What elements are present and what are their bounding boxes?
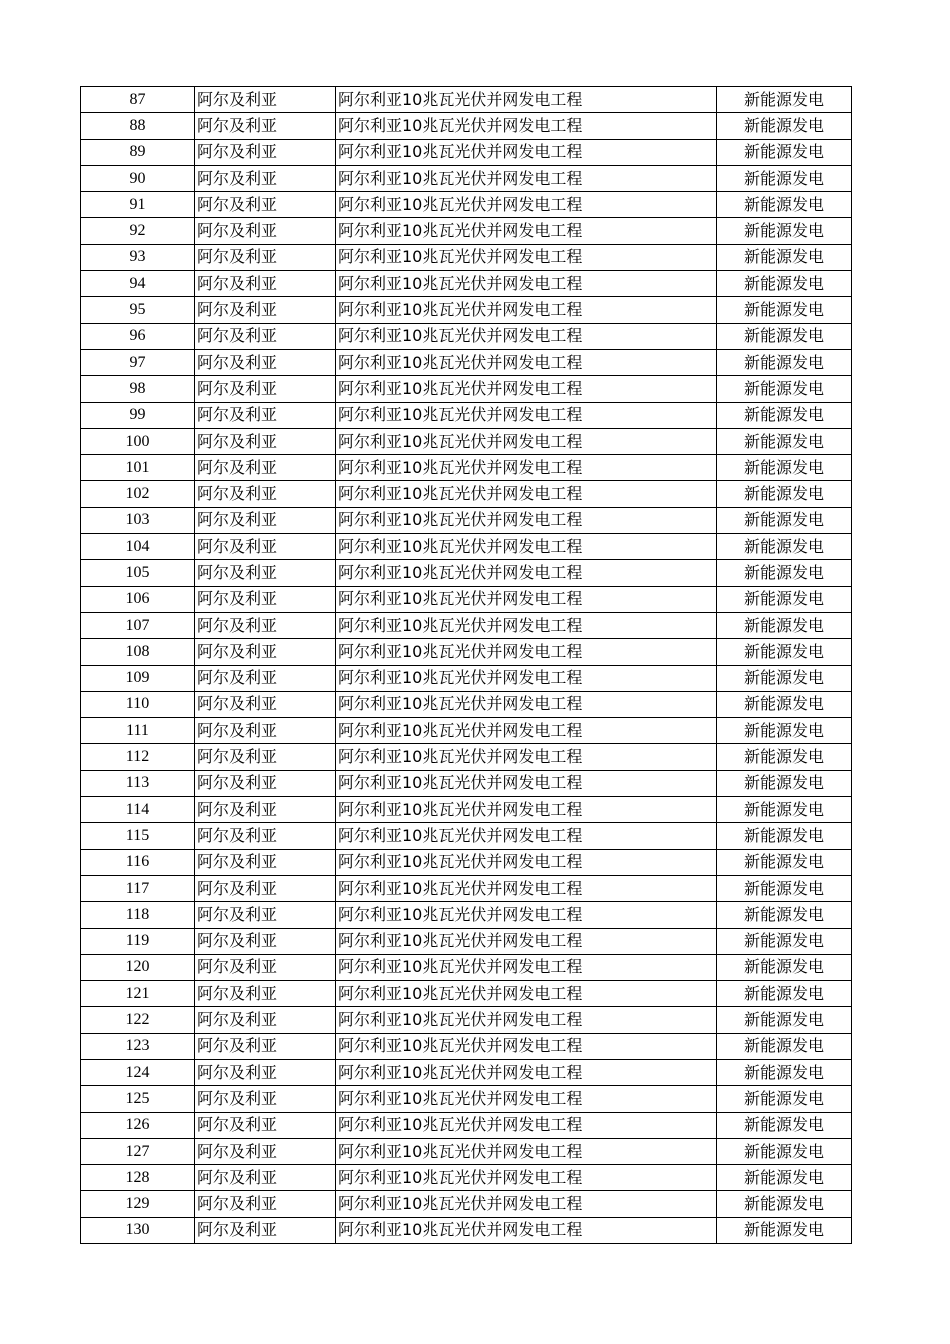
row-number-cell: 104 xyxy=(81,534,195,560)
country-cell: 阿尔及利亚 xyxy=(195,1086,336,1112)
country-cell: 阿尔及利亚 xyxy=(195,534,336,560)
country-cell: 阿尔及利亚 xyxy=(195,586,336,612)
row-number-cell: 89 xyxy=(81,139,195,165)
row-number-cell: 123 xyxy=(81,1033,195,1059)
country-cell: 阿尔及利亚 xyxy=(195,612,336,638)
project-name-cell: 阿尔利亚10兆瓦光伏并网发电工程 xyxy=(336,928,717,954)
project-name-cell: 阿尔利亚10兆瓦光伏并网发电工程 xyxy=(336,481,717,507)
row-number-cell: 87 xyxy=(81,87,195,113)
table-row xyxy=(81,1033,852,1059)
row-number-cell: 114 xyxy=(81,797,195,823)
project-name-cell: 阿尔利亚10兆瓦光伏并网发电工程 xyxy=(336,1033,717,1059)
table-row xyxy=(81,1059,852,1085)
project-name-cell: 阿尔利亚10兆瓦光伏并网发电工程 xyxy=(336,113,717,139)
project-name-cell: 阿尔利亚10兆瓦光伏并网发电工程 xyxy=(336,1007,717,1033)
project-name-cell: 阿尔利亚10兆瓦光伏并网发电工程 xyxy=(336,349,717,375)
row-number-cell: 128 xyxy=(81,1165,195,1191)
project-type-cell: 新能源发电 xyxy=(717,271,852,297)
project-name-cell: 阿尔利亚10兆瓦光伏并网发电工程 xyxy=(336,691,717,717)
project-type-cell: 新能源发电 xyxy=(717,1086,852,1112)
table-row xyxy=(81,849,852,875)
country-cell: 阿尔及利亚 xyxy=(195,718,336,744)
country-cell: 阿尔及利亚 xyxy=(195,87,336,113)
country-cell: 阿尔及利亚 xyxy=(195,376,336,402)
country-cell: 阿尔及利亚 xyxy=(195,297,336,323)
country-cell: 阿尔及利亚 xyxy=(195,244,336,270)
country-cell: 阿尔及利亚 xyxy=(195,744,336,770)
country-cell: 阿尔及利亚 xyxy=(195,1191,336,1217)
project-type-cell: 新能源发电 xyxy=(717,534,852,560)
project-name-cell: 阿尔利亚10兆瓦光伏并网发电工程 xyxy=(336,244,717,270)
project-name-cell: 阿尔利亚10兆瓦光伏并网发电工程 xyxy=(336,534,717,560)
country-cell: 阿尔及利亚 xyxy=(195,981,336,1007)
project-type-cell: 新能源发电 xyxy=(717,902,852,928)
country-cell: 阿尔及利亚 xyxy=(195,349,336,375)
row-number-cell: 112 xyxy=(81,744,195,770)
table-row xyxy=(81,402,852,428)
country-cell: 阿尔及利亚 xyxy=(195,1112,336,1138)
project-name-cell: 阿尔利亚10兆瓦光伏并网发电工程 xyxy=(336,744,717,770)
project-type-cell: 新能源发电 xyxy=(717,113,852,139)
project-type-cell: 新能源发电 xyxy=(717,849,852,875)
row-number-cell: 115 xyxy=(81,823,195,849)
project-type-cell: 新能源发电 xyxy=(717,1007,852,1033)
country-cell: 阿尔及利亚 xyxy=(195,928,336,954)
project-name-cell: 阿尔利亚10兆瓦光伏并网发电工程 xyxy=(336,665,717,691)
country-cell: 阿尔及利亚 xyxy=(195,402,336,428)
country-cell: 阿尔及利亚 xyxy=(195,665,336,691)
country-cell: 阿尔及利亚 xyxy=(195,902,336,928)
project-type-cell: 新能源发电 xyxy=(717,297,852,323)
table-row xyxy=(81,797,852,823)
country-cell: 阿尔及利亚 xyxy=(195,1033,336,1059)
row-number-cell: 108 xyxy=(81,639,195,665)
row-number-cell: 92 xyxy=(81,218,195,244)
table-row xyxy=(81,87,852,113)
table-row xyxy=(81,639,852,665)
project-name-cell: 阿尔利亚10兆瓦光伏并网发电工程 xyxy=(336,797,717,823)
row-number-cell: 127 xyxy=(81,1138,195,1164)
table-row xyxy=(81,1007,852,1033)
table-row xyxy=(81,534,852,560)
country-cell: 阿尔及利亚 xyxy=(195,560,336,586)
country-cell: 阿尔及利亚 xyxy=(195,1059,336,1085)
project-type-cell: 新能源发电 xyxy=(717,770,852,796)
project-type-cell: 新能源发电 xyxy=(717,428,852,454)
table-row xyxy=(81,297,852,323)
table-row xyxy=(81,481,852,507)
country-cell: 阿尔及利亚 xyxy=(195,428,336,454)
project-type-cell: 新能源发电 xyxy=(717,981,852,1007)
row-number-cell: 100 xyxy=(81,428,195,454)
project-type-cell: 新能源发电 xyxy=(717,823,852,849)
project-name-cell: 阿尔利亚10兆瓦光伏并网发电工程 xyxy=(336,823,717,849)
country-cell: 阿尔及利亚 xyxy=(195,954,336,980)
row-number-cell: 97 xyxy=(81,349,195,375)
table-row xyxy=(81,586,852,612)
table-row xyxy=(81,428,852,454)
project-type-cell: 新能源发电 xyxy=(717,402,852,428)
country-cell: 阿尔及利亚 xyxy=(195,139,336,165)
project-type-cell: 新能源发电 xyxy=(717,507,852,533)
project-type-cell: 新能源发电 xyxy=(717,87,852,113)
row-number-cell: 88 xyxy=(81,113,195,139)
project-name-cell: 阿尔利亚10兆瓦光伏并网发电工程 xyxy=(336,1086,717,1112)
project-type-cell: 新能源发电 xyxy=(717,165,852,191)
country-cell: 阿尔及利亚 xyxy=(195,1007,336,1033)
project-name-cell: 阿尔利亚10兆瓦光伏并网发电工程 xyxy=(336,770,717,796)
country-cell: 阿尔及利亚 xyxy=(195,271,336,297)
row-number-cell: 111 xyxy=(81,718,195,744)
row-number-cell: 119 xyxy=(81,928,195,954)
project-table-body xyxy=(81,87,852,1244)
table-row xyxy=(81,823,852,849)
project-type-cell: 新能源发电 xyxy=(717,1033,852,1059)
country-cell: 阿尔及利亚 xyxy=(195,770,336,796)
row-number-cell: 124 xyxy=(81,1059,195,1085)
project-name-cell: 阿尔利亚10兆瓦光伏并网发电工程 xyxy=(336,1059,717,1085)
row-number-cell: 106 xyxy=(81,586,195,612)
row-number-cell: 96 xyxy=(81,323,195,349)
row-number-cell: 101 xyxy=(81,455,195,481)
project-type-cell: 新能源发电 xyxy=(717,1059,852,1085)
project-type-cell: 新能源发电 xyxy=(717,1138,852,1164)
country-cell: 阿尔及利亚 xyxy=(195,1138,336,1164)
project-name-cell: 阿尔利亚10兆瓦光伏并网发电工程 xyxy=(336,402,717,428)
country-cell: 阿尔及利亚 xyxy=(195,797,336,823)
project-name-cell: 阿尔利亚10兆瓦光伏并网发电工程 xyxy=(336,376,717,402)
project-name-cell: 阿尔利亚10兆瓦光伏并网发电工程 xyxy=(336,271,717,297)
table-row xyxy=(81,1086,852,1112)
project-name-cell: 阿尔利亚10兆瓦光伏并网发电工程 xyxy=(336,612,717,638)
project-type-cell: 新能源发电 xyxy=(717,718,852,744)
project-name-cell: 阿尔利亚10兆瓦光伏并网发电工程 xyxy=(336,639,717,665)
project-type-cell: 新能源发电 xyxy=(717,560,852,586)
project-name-cell: 阿尔利亚10兆瓦光伏并网发电工程 xyxy=(336,954,717,980)
project-name-cell: 阿尔利亚10兆瓦光伏并网发电工程 xyxy=(336,297,717,323)
project-name-cell: 阿尔利亚10兆瓦光伏并网发电工程 xyxy=(336,1191,717,1217)
row-number-cell: 90 xyxy=(81,165,195,191)
row-number-cell: 105 xyxy=(81,560,195,586)
project-type-cell: 新能源发电 xyxy=(717,691,852,717)
table-row xyxy=(81,1112,852,1138)
project-name-cell: 阿尔利亚10兆瓦光伏并网发电工程 xyxy=(336,718,717,744)
project-name-cell: 阿尔利亚10兆瓦光伏并网发电工程 xyxy=(336,902,717,928)
project-name-cell: 阿尔利亚10兆瓦光伏并网发电工程 xyxy=(336,1112,717,1138)
row-number-cell: 102 xyxy=(81,481,195,507)
table-row xyxy=(81,1138,852,1164)
project-name-cell: 阿尔利亚10兆瓦光伏并网发电工程 xyxy=(336,981,717,1007)
table-row xyxy=(81,218,852,244)
project-name-cell: 阿尔利亚10兆瓦光伏并网发电工程 xyxy=(336,455,717,481)
table-row xyxy=(81,954,852,980)
table-row xyxy=(81,928,852,954)
project-type-cell: 新能源发电 xyxy=(717,481,852,507)
table-row xyxy=(81,376,852,402)
project-type-cell: 新能源发电 xyxy=(717,455,852,481)
project-type-cell: 新能源发电 xyxy=(717,376,852,402)
row-number-cell: 116 xyxy=(81,849,195,875)
project-type-cell: 新能源发电 xyxy=(717,954,852,980)
row-number-cell: 113 xyxy=(81,770,195,796)
project-type-cell: 新能源发电 xyxy=(717,244,852,270)
project-type-cell: 新能源发电 xyxy=(717,797,852,823)
project-type-cell: 新能源发电 xyxy=(717,639,852,665)
project-name-cell: 阿尔利亚10兆瓦光伏并网发电工程 xyxy=(336,507,717,533)
project-name-cell: 阿尔利亚10兆瓦光伏并网发电工程 xyxy=(336,323,717,349)
project-type-cell: 新能源发电 xyxy=(717,323,852,349)
row-number-cell: 109 xyxy=(81,665,195,691)
row-number-cell: 91 xyxy=(81,192,195,218)
country-cell: 阿尔及利亚 xyxy=(195,691,336,717)
project-name-cell: 阿尔利亚10兆瓦光伏并网发电工程 xyxy=(336,87,717,113)
project-type-cell: 新能源发电 xyxy=(717,744,852,770)
table-row xyxy=(81,139,852,165)
table-row xyxy=(81,244,852,270)
table-row xyxy=(81,560,852,586)
table-row xyxy=(81,507,852,533)
table-row xyxy=(81,665,852,691)
project-name-cell: 阿尔利亚10兆瓦光伏并网发电工程 xyxy=(336,1165,717,1191)
project-type-cell: 新能源发电 xyxy=(717,875,852,901)
row-number-cell: 110 xyxy=(81,691,195,717)
row-number-cell: 95 xyxy=(81,297,195,323)
project-type-cell: 新能源发电 xyxy=(717,612,852,638)
project-type-cell: 新能源发电 xyxy=(717,1191,852,1217)
row-number-cell: 94 xyxy=(81,271,195,297)
row-number-cell: 130 xyxy=(81,1217,195,1243)
project-name-cell: 阿尔利亚10兆瓦光伏并网发电工程 xyxy=(336,165,717,191)
table-row xyxy=(81,875,852,901)
project-name-cell: 阿尔利亚10兆瓦光伏并网发电工程 xyxy=(336,218,717,244)
country-cell: 阿尔及利亚 xyxy=(195,823,336,849)
country-cell: 阿尔及利亚 xyxy=(195,1165,336,1191)
row-number-cell: 126 xyxy=(81,1112,195,1138)
table-row xyxy=(81,349,852,375)
project-type-cell: 新能源发电 xyxy=(717,1217,852,1243)
project-type-cell: 新能源发电 xyxy=(717,1165,852,1191)
row-number-cell: 129 xyxy=(81,1191,195,1217)
row-number-cell: 103 xyxy=(81,507,195,533)
country-cell: 阿尔及利亚 xyxy=(195,113,336,139)
country-cell: 阿尔及利亚 xyxy=(195,455,336,481)
project-name-cell: 阿尔利亚10兆瓦光伏并网发电工程 xyxy=(336,560,717,586)
table-row xyxy=(81,902,852,928)
table-row xyxy=(81,165,852,191)
project-type-cell: 新能源发电 xyxy=(717,192,852,218)
project-type-cell: 新能源发电 xyxy=(717,349,852,375)
table-row xyxy=(81,718,852,744)
table-row xyxy=(81,691,852,717)
country-cell: 阿尔及利亚 xyxy=(195,323,336,349)
project-name-cell: 阿尔利亚10兆瓦光伏并网发电工程 xyxy=(336,192,717,218)
country-cell: 阿尔及利亚 xyxy=(195,639,336,665)
project-type-cell: 新能源发电 xyxy=(717,665,852,691)
project-type-cell: 新能源发电 xyxy=(717,586,852,612)
table-row xyxy=(81,612,852,638)
table-row xyxy=(81,1217,852,1243)
country-cell: 阿尔及利亚 xyxy=(195,849,336,875)
project-name-cell: 阿尔利亚10兆瓦光伏并网发电工程 xyxy=(336,1138,717,1164)
project-type-cell: 新能源发电 xyxy=(717,139,852,165)
project-name-cell: 阿尔利亚10兆瓦光伏并网发电工程 xyxy=(336,139,717,165)
table-row xyxy=(81,770,852,796)
row-number-cell: 120 xyxy=(81,954,195,980)
table-row xyxy=(81,981,852,1007)
row-number-cell: 117 xyxy=(81,875,195,901)
row-number-cell: 107 xyxy=(81,612,195,638)
project-name-cell: 阿尔利亚10兆瓦光伏并网发电工程 xyxy=(336,849,717,875)
row-number-cell: 93 xyxy=(81,244,195,270)
table-row xyxy=(81,113,852,139)
country-cell: 阿尔及利亚 xyxy=(195,165,336,191)
project-name-cell: 阿尔利亚10兆瓦光伏并网发电工程 xyxy=(336,586,717,612)
table-row xyxy=(81,744,852,770)
country-cell: 阿尔及利亚 xyxy=(195,218,336,244)
table-row xyxy=(81,1165,852,1191)
row-number-cell: 125 xyxy=(81,1086,195,1112)
table-row xyxy=(81,192,852,218)
project-name-cell: 阿尔利亚10兆瓦光伏并网发电工程 xyxy=(336,1217,717,1243)
country-cell: 阿尔及利亚 xyxy=(195,875,336,901)
table-row xyxy=(81,271,852,297)
table-row xyxy=(81,323,852,349)
country-cell: 阿尔及利亚 xyxy=(195,192,336,218)
country-cell: 阿尔及利亚 xyxy=(195,507,336,533)
project-type-cell: 新能源发电 xyxy=(717,218,852,244)
country-cell: 阿尔及利亚 xyxy=(195,481,336,507)
project-type-cell: 新能源发电 xyxy=(717,1112,852,1138)
row-number-cell: 118 xyxy=(81,902,195,928)
project-table xyxy=(80,86,852,1244)
row-number-cell: 121 xyxy=(81,981,195,1007)
project-name-cell: 阿尔利亚10兆瓦光伏并网发电工程 xyxy=(336,875,717,901)
project-type-cell: 新能源发电 xyxy=(717,928,852,954)
table-row xyxy=(81,1191,852,1217)
table-row xyxy=(81,455,852,481)
row-number-cell: 99 xyxy=(81,402,195,428)
project-name-cell: 阿尔利亚10兆瓦光伏并网发电工程 xyxy=(336,428,717,454)
row-number-cell: 98 xyxy=(81,376,195,402)
country-cell: 阿尔及利亚 xyxy=(195,1217,336,1243)
row-number-cell: 122 xyxy=(81,1007,195,1033)
